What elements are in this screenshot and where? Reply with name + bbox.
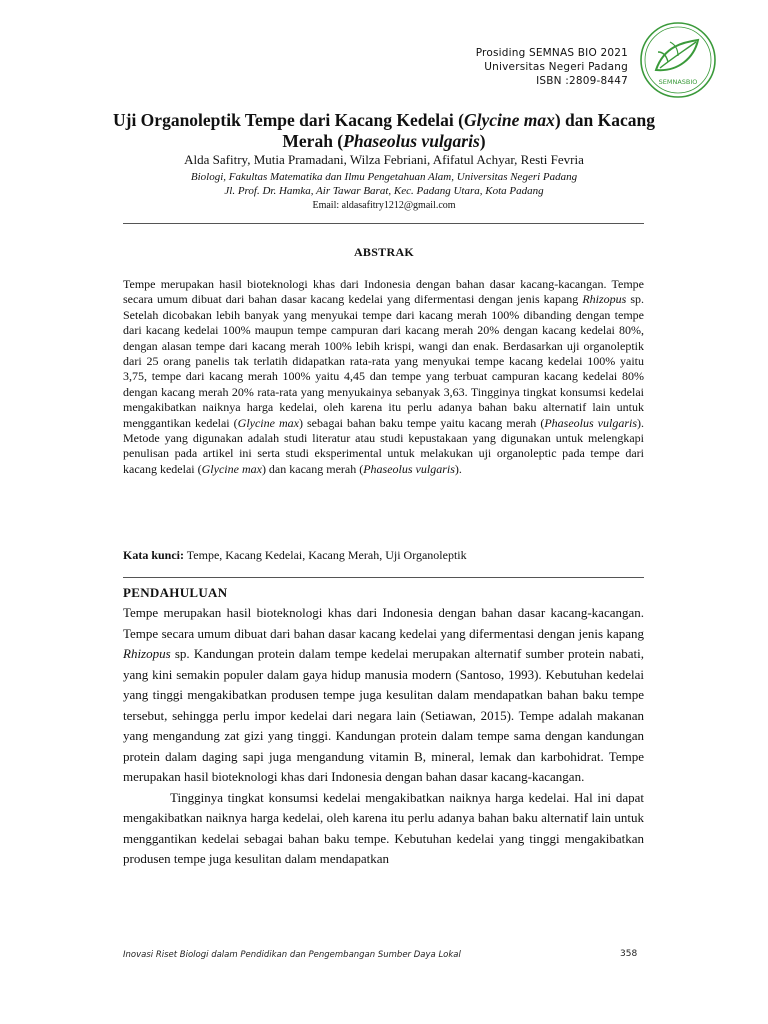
paper-title: Uji Organoleptik Tempe dari Kacang Kedelai (Glycine max) dan Kacang Merah (Phaseolus vulgaris) <box>112 110 656 151</box>
page-number: 358 <box>620 949 638 959</box>
isbn: ISBN :2809-8447 <box>536 75 628 87</box>
footer-text: Inovasi Riset Biologi dalam Pendidikan dan Pengembangan Sumber Daya Lokal <box>123 950 461 960</box>
author-email: Email: aldasafitry1212@gmail.com <box>312 200 456 211</box>
section-heading: PENDAHULUAN <box>123 585 228 600</box>
divider <box>123 577 644 578</box>
introduction-body <box>123 603 644 870</box>
keywords <box>123 548 644 563</box>
abstract-heading: ABSTRAK <box>353 245 415 259</box>
proceedings-name: Prosiding SEMNAS BIO 2021 <box>475 47 628 59</box>
affiliation: Biologi, Fakultas Matematika dan Ilmu Pengetahuan Alam, Universitas Negeri Padang Jl. Prof. Dr. Hamka, Air Tawar Barat, Kec. Padang Utara, Kota Padang <box>190 171 578 197</box>
logo-text: SEMNASBIO <box>658 78 698 86</box>
university-name: Universitas Negeri Padang <box>484 61 628 73</box>
paragraph: Tingginya tingkat konsumsi kedelai mengakibatkan naiknya harga kedelai. Hal ini dapat mengakibatkan naiknya harga kedelai, oleh karena itu perlu adanya bahan baku alternatif lain untuk menggantikan kedelai sebagai bahan baku tempe. Kebutuhan kedelai yang tinggi mengakibatkan produsen tempe juga kesulitan dalam mendapatkan <box>123 789 644 866</box>
authors: Alda Safitry, Mutia Pramadani, Wilza Febriani, Afifatul Achyar, Resti Fevria <box>184 152 584 167</box>
paragraph: Tempe merupakan hasil bioteknologi khas dari Indonesia dengan bahan dasar kacang-kacangan. Tempe secara umum dibuat dari bahan dasar kacang kedelai yang difermentasi dengan jenis kapang Rhizopus sp. Kandungan protein dalam tempe kedelai merupakan alternatif sumber protein nabati, yang kini semakin populer dalam gaya hidup manusia modern (Santoso, 1993). Kebutuhan kedelai yang tinggi mengakibatkan produsen tempe juga kesulitan dalam mendapatkan bahan baku tempe tersebut, sehingga perlu impor kedelai dari negara lain (Setiawan, 2015). Tempe adalah makanan yang mengandung zat gizi yang tinggi. Kandungan protein dalam tempe sama dengan kandungan protein dalam daging sapi juga mengandung vitamin B, mineral, lemak dan karbohidrat. Tempe merupakan hasil bioteknologi khas dari Indonesia dengan bahan dasar kacang-kacangan. <box>123 605 644 784</box>
abstract-body: Tempe merupakan hasil bioteknologi khas dari Indonesia dengan bahan dasar kacang-kacangan. Tempe secara umum dibuat dari bahan dasar kacang kedelai yang difermentasi dengan jenis kapang Rhizopus sp. Setelah dicobakan lebih banyak yang menyukai tempe dari kacang merah 100% dibanding dengan tempe dari kacang kedelai 100% maupun tempe campuran dari kacang merah 20% dengan kacang kedelai 80%, dengan alasan tempe dari kacang merah 100% lebih krispi, wangi dan enak. Berdasarkan uji organoleptik dari 25 orang panelis tak terlatih didapatkan rata-rata yang menyukai tempe kacang kedelai 100% yaitu 3,75, tempe dari kacang merah 100% yaitu 4,45 dan tempe yang terbuat campuran kacang kedelai 80% dengan kacang merah 20% rata-rata yang menyukainya sebanyak 3,63. Tingginya tingkat konsumsi kedelai mengakibatkan naiknya harga kedelai, oleh karena itu perlu adanya bahan baku alternatif lain untuk menggantikan kedelai (Glycine max) sebagai bahan baku tempe yaitu kacang merah (Phaseolus vulgaris). Metode yang digunakan adalah studi literatur atau studi kepustakaan yang digunakan untuk melengkapi penulisan pada artikel ini serta studi eksperimental untuk melakukan uji organoleptic pada tempe dari kacang kedelai (Glycine max) dan kacang merah (Phaseolus vulgaris). <box>123 277 645 476</box>
divider <box>123 223 644 224</box>
keywords-text: Tempe, Kacang Kedelai, Kacang Merah, Uji Organoleptik <box>184 548 467 562</box>
keywords-label: Kata kunci: <box>123 548 185 562</box>
proceedings-header <box>476 46 628 88</box>
semnasbio-logo <box>638 20 718 102</box>
